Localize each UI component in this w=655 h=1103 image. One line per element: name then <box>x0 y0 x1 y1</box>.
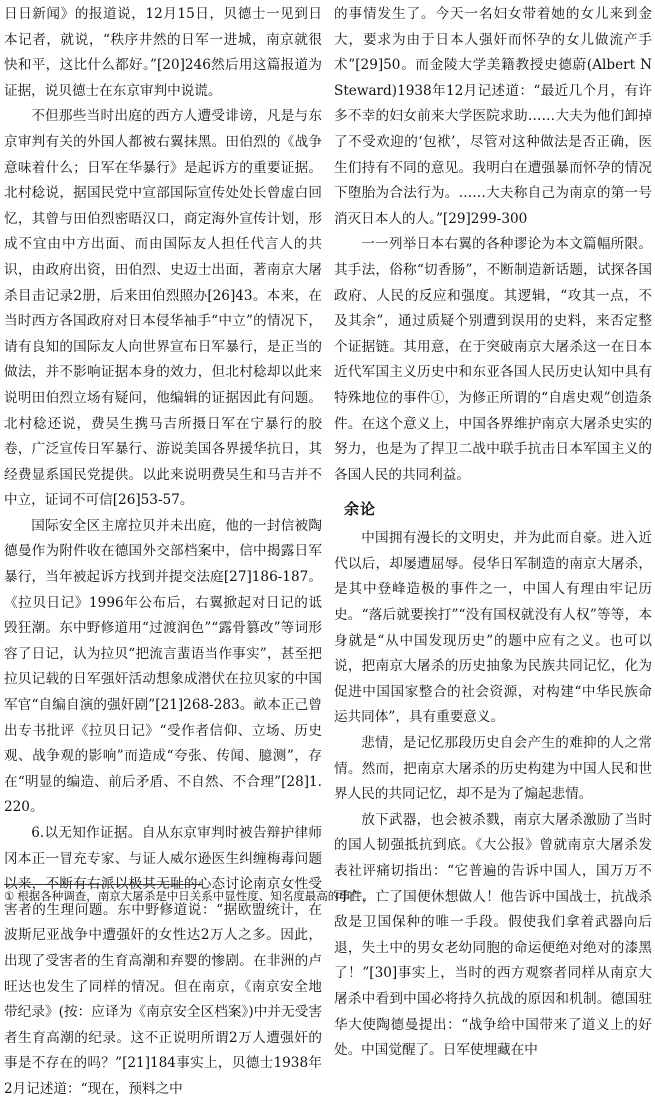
footnote <box>4 888 650 904</box>
paragraph: 日日新闻》的报道说，12月15日，贝德士一见到日本记者，就说，“秩序井然的日军一进城，南京就很快和平，这比什么都好。”[20]246然后用这篇报道为证据，说贝德士在东京审判中说谎。 <box>4 6 322 99</box>
paragraph: 中国拥有漫长的文明史，并为此而自豪。进入近代以后，却屡遭屈辱。侵华日军制造的南京大屠杀，是其中登峰造极的事件之一，中国人有理由牢记历史。“落后就要挨打”“没有国权就没有人权”等等，本身就是“从中国发现历史”的题中应有之义。也可以说，把南京大屠杀的历史抽象为民族共同记忆，化为促进中国国家整合的社会资源，对构建“中华民族命运共同体”，具有重要意义。 <box>334 530 652 726</box>
footnote-divider <box>4 884 202 885</box>
paragraph: 6.以无知作证据。自从东京审判时被告辩护律师冈本正一冒充专家、与证人威尔逊医生纠缠梅毒问题以来，不断有右派以极其无耻的心态讨论南京女性受害者的生理问题。东中野修道说：“据欧盟统计，在波斯尼亚战争中遭强奸的女性达2万人之多。因此，出现了受害者的生育高潮和弃婴的惨剧。在非洲的卢旺达也发生了同样的情况。但在南京，《南京安全地带纪录》(按：应译为《南京安全区档案》)中并无受害者生育高潮的纪录。这不正说明所谓2万人遭强奸的事是不存在的吗？”[21]184事实上，贝德士1938年2月记述道：“现在，预料之中 <box>4 825 322 1097</box>
section-heading: 余论 <box>344 500 377 519</box>
right-column <box>334 2 652 1064</box>
left-column <box>4 2 322 1103</box>
paragraph: 放下武器，也会被杀戮，南京大屠杀激励了当时的国人韧强抵抗到底。《大公报》曾就南京大屠杀发表社评痛切指出：“它普遍的告诉中国人，国万万不可亡，亡了国便休想做人！他告诉中国战士，抗战杀敌是卫国保种的唯一手段。假使我们拿着武器向后退，失土中的男女老幼同胞的命运便绝对绝对的漆黑了！”[30]事实上，当时的西方观察者同样从南京大屠杀中看到中国必将持久抗战的原因和机制。德国驻华大使陶德曼提出：“战争给中国带来了道义上的好处。中国觉醒了。日军使埋藏在中 <box>334 811 652 1059</box>
footnote-text: 根据各种调查，南京大屠杀是中日关系中显性度、知名度最高的事件。 <box>17 889 374 903</box>
footnote-marker: ① <box>4 889 15 903</box>
paragraph: 国际安全区主席拉贝并未出庭，他的一封信被陶德曼作为附件收在德国外交部档案中，信中揭露日军暴行，当年被起诉方找到并提交法庭[27]186-187。《拉贝日记》1996年公布后，右翼掀起对日记的诋毁狂潮。东中野修道用“过渡润色”“露骨篡改”等词形容了日记，认为拉贝“把流言蜚语当作事实”，甚至把拉贝记载的日军强奸活动想象成潜伏在拉贝家的中国军官“自编自演的强奸剧”[21]268-283。畝本正己曾出专书批评《拉贝日记》“受作者信仰、立场、历史观、战争观的影响”而造成“夸张、传闻、臆测”，存在“明显的编造、前后矛盾、不自然、不合理”[28]1.220。 <box>4 517 322 816</box>
paragraph: 的事情发生了。今天一名妇女带着她的女儿来到金大，要求为由于日本人强奸而怀孕的女儿做流产手术”[29]50。而金陵大学美籍教授史德蔚(Albert N Steward)1938年12月记述道：“最近几个月，有许多不幸的妇女前来大学医院求助……大夫为他们卸掉了不受欢迎的‘包袱’，尽管对这种做法是否正确，医生们持有不同的意见。我明白在遭强暴而怀孕的情况下堕胎为合法行为。……大夫称自己为南京的第一号消灭日本人的人。”[29]299-300 <box>334 6 652 227</box>
paragraph: 悲情，是记忆那段历史自会产生的难抑的人之常情。然而，把南京大屠杀的历史构建为中国人民和世界人民的共同记忆，却不是为了煽起悲情。 <box>334 735 652 803</box>
paragraph: 不但那些当时出庭的西方人遭受诽谤，凡是与东京审判有关的外国人都被右翼抹黑。田伯烈的《战争意味着什么；日军在华暴行》是起诉方的重要证据。北村稔说，据国民党中宣部国际宣传处处长曾虚白回忆，其曾与田伯烈密晤汉口，商定海外宣传计划，形成不宜由中方出面、而由国际友人担任代言人的共识，由政府出资，田伯烈、史迈士出面，著南京大屠杀目击记录2册，后来田伯烈照办[26]43。本来，在当时西方各国政府对日本侵华袖手“中立”的情况下，请有良知的国际友人向世界宣布日军暴行，是正当的做法，并不影响证据本身的效力，但北村稔却以此来说明田伯烈立场有疑问，他编辑的证据因此有问题。北村稔还说，费吴生携马吉所摄日军在宁暴行的胶卷，广泛宣传日军暴行、游说美国各界援华抗日，其经费显系国民党提供。以此来说明费吴生和马吉并不中立，证词不可信[26]53-57。 <box>4 108 322 509</box>
paragraph: 一一列举日本右翼的各种谬论为本文篇幅所限。其手法，俗称“切香肠”，不断制造新话题，试探各国政府、人民的反应和强度。其逻辑，“攻其一点，不及其余”，通过质疑个别遭到误用的史料，来否定整个证据链。其用意，在于突破南京大屠杀这一在日本近代军国主义历史中和东亚各国人民历史认知中具有特殊地位的事件①，为修正所谓的“自虐史观”创造条件。在这个意义上，中国各界维护南京大屠杀史实的努力，也是为了捍卫二战中联手抗击日本军国主义的各国人民的共同利益。 <box>334 236 652 483</box>
